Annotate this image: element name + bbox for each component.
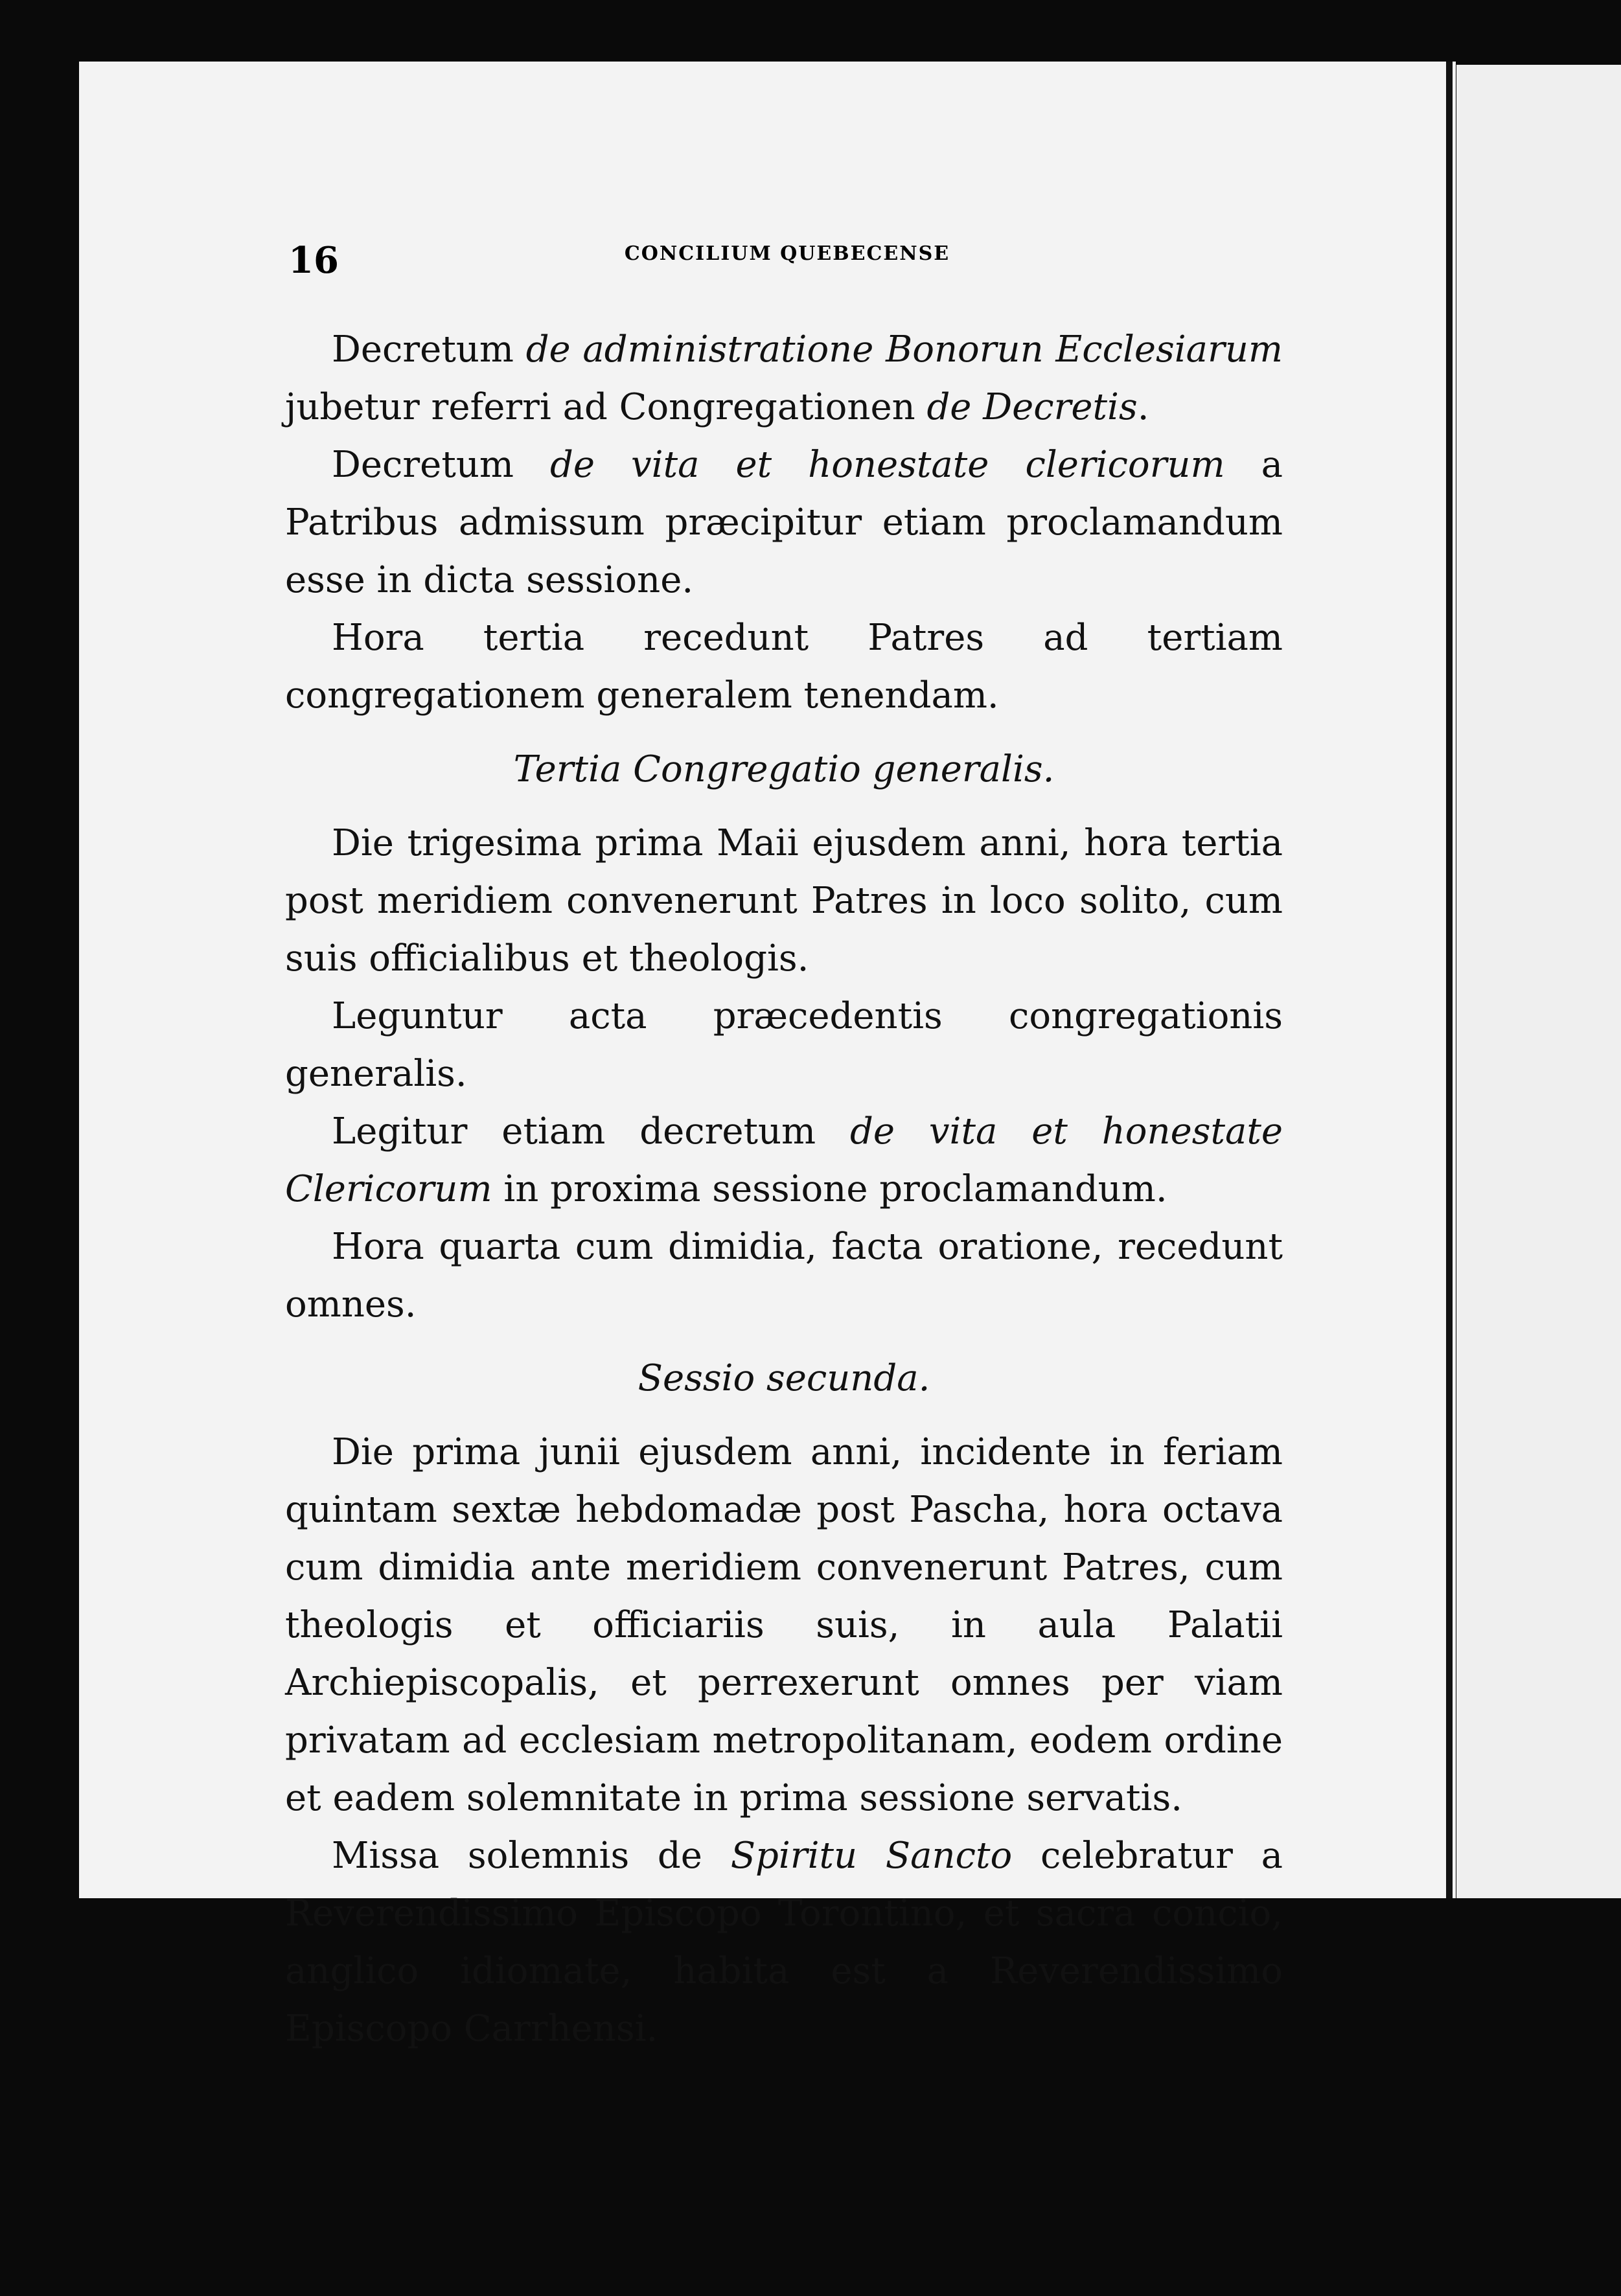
paragraph (285, 1827, 1283, 2058)
page-header (288, 235, 1286, 286)
text-run: Hora quarta cum dimidia, facta oratione, recedunt omnes. (285, 1226, 1283, 1326)
paragraph (285, 1423, 1283, 1827)
italic-run: de vita et honestate Clericorum (285, 1110, 1283, 1210)
adjacent-page-edge (1456, 65, 1621, 1898)
text-run: jubetur referri ad Congregationen (285, 386, 927, 428)
text-run: celebratur a Reverendissimo Episcopo Torontino, et sacra concio, anglico idiomate, habita est a Reverendissimo Episcopo Carrhensi. (285, 1835, 1283, 2050)
italic-run: de vita et honestate clericorum (550, 444, 1225, 486)
text-run: Decretum (332, 328, 526, 371)
paragraph (285, 987, 1283, 1103)
paragraph (285, 1218, 1283, 1333)
paragraph (285, 436, 1283, 609)
paragraph (285, 1103, 1283, 1218)
text-run: Die trigesima prima Maii ejusdem anni, hora tertia post meridiem convenerunt Patres in loco solito, cum suis officialibus et theologis. (285, 822, 1283, 980)
text-run: in proxima sessione proclamandum. (492, 1168, 1167, 1210)
text-run: Decretum (332, 444, 551, 486)
text-body (285, 321, 1283, 2058)
text-run: . (1137, 386, 1149, 428)
running-head: CONCILIUM QUEBECENSE (624, 242, 950, 265)
text-run: Leguntur acta præcedentis congregationis generalis. (285, 995, 1283, 1095)
page-number: 16 (288, 239, 339, 282)
text-run: Hora tertia recedunt Patres ad tertiam congregationem generalem tenendam. (285, 617, 1283, 717)
italic-run: Spiritu Sancto (730, 1835, 1013, 1877)
paragraph (285, 609, 1283, 724)
italic-run: de Decretis (926, 386, 1138, 428)
text-run: Missa solemnis de (332, 1835, 731, 1877)
text-run: Die prima junii ejusdem anni, incidente in feriam quintam sextæ hebdomadæ post Pascha, hora octava cum dimidia ante meridiem convenerunt Patres, cum theologis et officiariis suis, in aula Palatii Archiepiscopalis, et perrexerunt omnes per viam privatam ad ecclesiam metropolitanam, eodem ordine et eadem solemnitate in prima sessione servatis. (285, 1431, 1283, 1819)
text-run: a Patribus admissum præcipitur etiam proclamandum esse in dicta sessione. (285, 444, 1283, 601)
text-run: Legitur etiam decretum (332, 1110, 851, 1153)
page-gutter (1446, 62, 1453, 1898)
paragraph (285, 814, 1283, 987)
italic-run: de administratione Bonorun Ecclesiarum (525, 328, 1283, 371)
section-heading: Sessio secunda. (638, 1357, 930, 1399)
paragraph (285, 321, 1283, 436)
section-heading: Tertia Congregatio generalis. (513, 748, 1055, 790)
